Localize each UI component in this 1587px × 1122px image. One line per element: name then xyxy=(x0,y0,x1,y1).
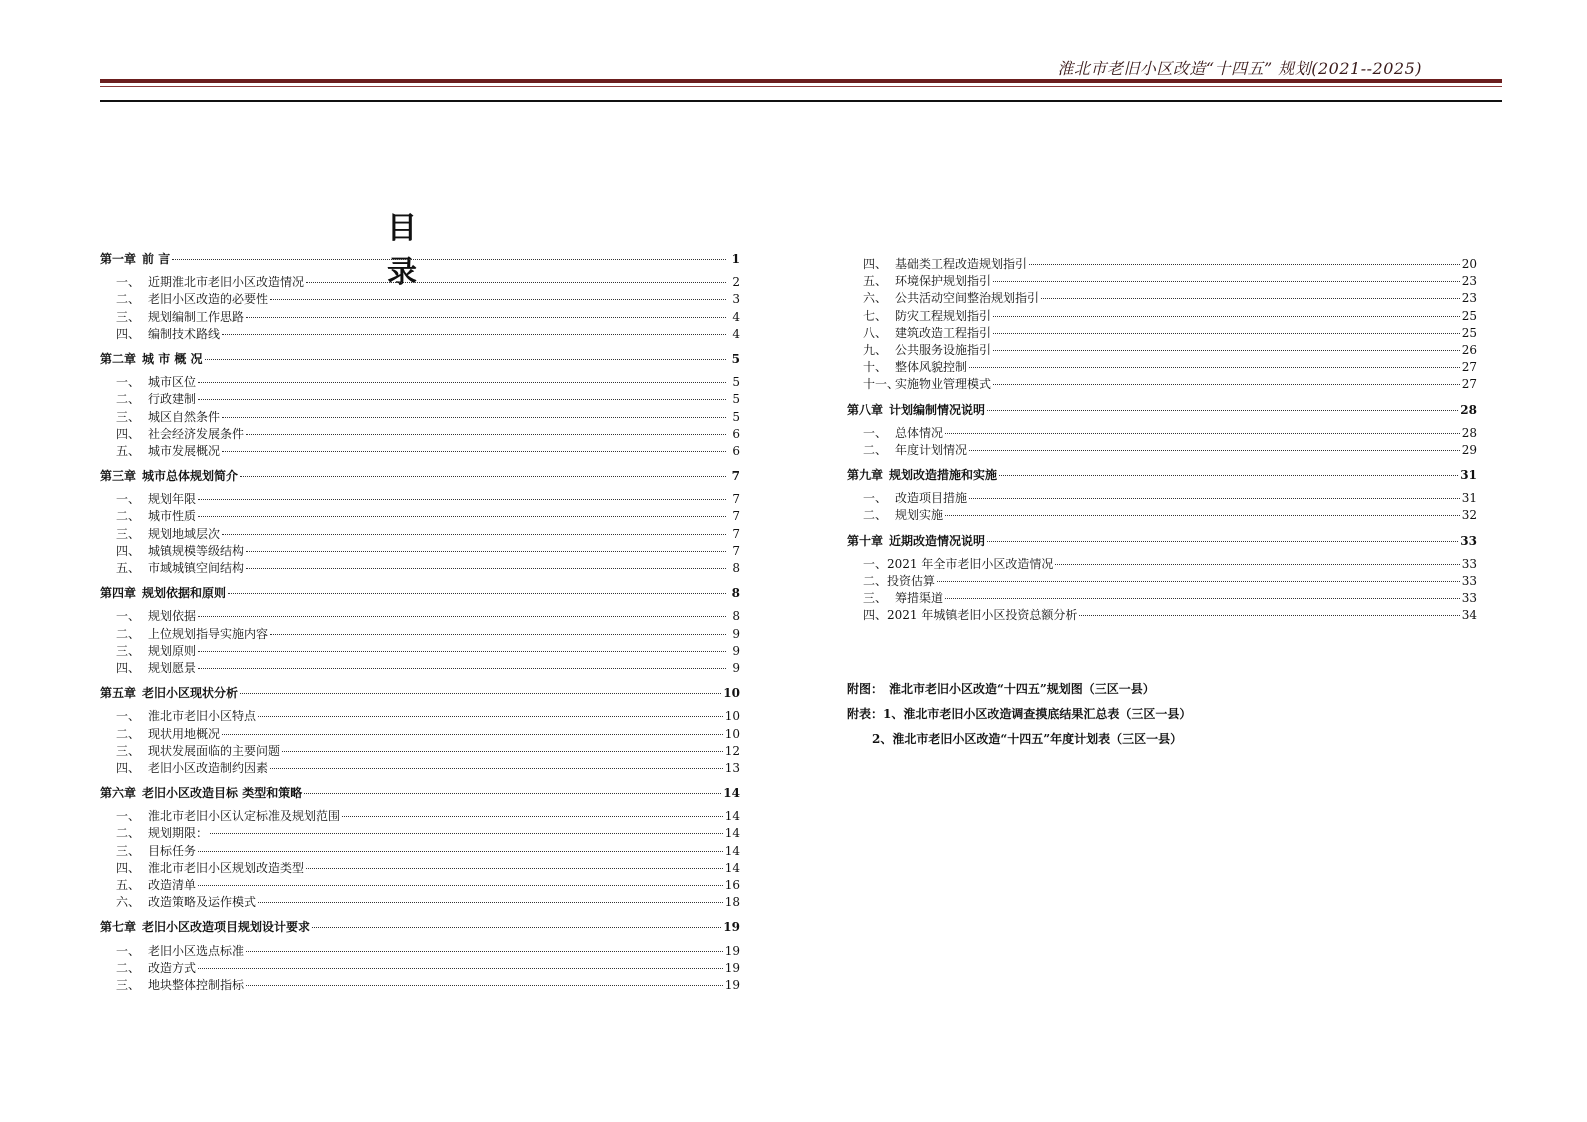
toc-dot-leader xyxy=(240,476,726,477)
toc-entry-label: 规划原则 xyxy=(148,643,197,658)
toc-entry-number: 四、 xyxy=(116,426,141,441)
toc-entry-label: 改造项目措施 xyxy=(895,491,968,506)
toc-page-number: 23 xyxy=(1461,274,1477,289)
toc-section-row[interactable] xyxy=(100,825,740,842)
toc-page-number: 31 xyxy=(1460,468,1477,483)
toc-section-row[interactable] xyxy=(100,526,740,543)
toc-entry-number: 第四章 xyxy=(100,586,137,601)
toc-entry-label: 规划年限 xyxy=(148,492,197,507)
toc-entry-label: 编制技术路线 xyxy=(148,326,221,341)
toc-dot-leader xyxy=(240,693,721,694)
toc-entry-label: 上位规划指导实施内容 xyxy=(148,626,269,641)
toc-dot-leader xyxy=(246,434,726,435)
toc-dot-leader xyxy=(999,475,1458,476)
toc-dot-leader xyxy=(258,902,723,903)
toc-entry-label: 规划依据和原则 xyxy=(142,586,227,601)
toc-entry-number: 三、 xyxy=(116,743,141,758)
toc-page-number: 6 xyxy=(732,443,740,458)
toc-entry-label: 二、投资估算 xyxy=(863,574,936,588)
toc-page-number: 13 xyxy=(724,760,740,775)
toc-chapter-row[interactable] xyxy=(100,919,740,936)
toc-dot-leader xyxy=(993,350,1460,351)
toc-section-row[interactable] xyxy=(100,426,740,443)
toc-entry-number: 二、 xyxy=(863,508,888,523)
toc-entry-number: 四、 xyxy=(116,760,141,775)
toc-entry-label: 规划期限： xyxy=(148,826,209,841)
toc-entry-number: 二、 xyxy=(116,626,141,641)
toc-dot-leader xyxy=(1055,564,1459,565)
toc-dot-leader xyxy=(969,450,1460,451)
toc-page-number: 7 xyxy=(731,469,740,484)
toc-page-number: 5 xyxy=(732,409,740,424)
toc-entry-number: 一、 xyxy=(863,491,888,506)
toc-entry-number: 三、 xyxy=(116,643,141,658)
appendix-figure: 附图： 淮北市老旧小区改造“十四五”规划图（三区一县） xyxy=(847,682,1155,696)
toc-entry-label: 城区自然条件 xyxy=(148,409,221,424)
toc-dot-leader xyxy=(987,410,1458,411)
toc-section-row[interactable] xyxy=(100,443,740,460)
toc-section-row[interactable] xyxy=(847,359,1477,376)
toc-entry-number: 二、 xyxy=(116,726,141,741)
toc-entry-number: 一、 xyxy=(116,609,141,624)
toc-dot-leader xyxy=(198,668,726,669)
toc-page-number: 19 xyxy=(724,943,740,958)
toc-page-number: 33 xyxy=(1461,591,1477,606)
toc-entry-label: 规划实施 xyxy=(895,508,944,523)
toc-section-row[interactable] xyxy=(100,491,740,508)
toc-section-row[interactable] xyxy=(100,808,740,825)
header-rule-thin xyxy=(100,86,1502,87)
toc-dot-leader xyxy=(172,259,726,260)
toc-section-row[interactable] xyxy=(847,590,1477,607)
toc-section-row[interactable] xyxy=(100,409,740,426)
toc-entry-label: 行政建制 xyxy=(148,392,197,407)
toc-page-number: 5 xyxy=(732,375,740,390)
toc-dot-leader xyxy=(1041,298,1460,299)
toc-dot-leader xyxy=(198,516,726,517)
toc-dot-leader xyxy=(1079,615,1459,616)
toc-dot-leader xyxy=(198,616,726,617)
toc-entry-label: 地块整体控制指标 xyxy=(148,977,245,992)
toc-dot-leader xyxy=(222,334,726,335)
toc-entry-label: 老旧小区改造的必要性 xyxy=(148,292,269,307)
toc-entry-number: 七、 xyxy=(863,308,888,323)
toc-page-number: 16 xyxy=(724,878,740,892)
toc-entry-number: 四、 xyxy=(863,257,888,271)
toc-page-number: 14 xyxy=(723,786,740,801)
toc-page-number: 28 xyxy=(1461,425,1477,440)
toc-chapter-row[interactable] xyxy=(100,468,740,485)
toc-entry-label: 公共活动空间整治规划指引 xyxy=(895,291,1040,306)
toc-entry-label: 近期淮北市老旧小区改造情况 xyxy=(148,275,305,290)
toc-entry-label: 老旧小区改造制约因素 xyxy=(148,760,269,775)
toc-section-row[interactable] xyxy=(100,626,740,643)
toc-section-row[interactable] xyxy=(100,943,740,960)
toc-section-row[interactable] xyxy=(100,843,740,860)
toc-entry-number: 六、 xyxy=(863,291,888,306)
toc-entry-label: 老旧小区现状分析 xyxy=(142,686,239,701)
toc-entry-number: 五、 xyxy=(863,274,888,289)
toc-entry-number: 五、 xyxy=(116,878,141,892)
toc-entry-number: 三、 xyxy=(116,526,141,541)
toc-entry-label: 老旧小区选点标准 xyxy=(148,943,245,958)
toc-page-number: 5 xyxy=(732,392,740,407)
toc-section-row[interactable] xyxy=(847,507,1477,524)
toc-page-number: 8 xyxy=(732,609,740,624)
toc-dot-leader xyxy=(993,316,1460,317)
toc-entry-number: 四、 xyxy=(116,860,141,875)
toc-entry-label: 筹措渠道 xyxy=(895,591,944,606)
toc-entry-label: 一、2021 年全市老旧小区改造情况 xyxy=(863,556,1054,571)
toc-page-number: 14 xyxy=(724,826,740,841)
toc-entry-label: 整体风貌控制 xyxy=(895,360,968,375)
toc-dot-leader xyxy=(246,317,726,318)
toc-page-number: 20 xyxy=(1461,257,1477,271)
toc-dot-leader xyxy=(246,551,726,552)
toc-page-number: 19 xyxy=(724,960,740,975)
toc-section-row[interactable] xyxy=(100,291,740,308)
toc-entry-label: 城市总体规划简介 xyxy=(142,469,239,484)
toc-dot-leader xyxy=(198,851,723,852)
toc-right-column xyxy=(847,256,1477,625)
toc-page-number: 7 xyxy=(732,509,740,524)
toc-entry-label: 年度计划情况 xyxy=(895,442,968,457)
toc-entry-label: 改造策略及运作模式 xyxy=(148,895,257,910)
toc-entry-label: 社会经济发展条件 xyxy=(148,426,245,441)
toc-chapter-row[interactable] xyxy=(100,351,740,368)
toc-entry-label: 规划愿景 xyxy=(148,660,197,675)
toc-dot-leader xyxy=(969,498,1460,499)
toc-section-row[interactable] xyxy=(100,560,740,577)
toc-page-number: 19 xyxy=(723,920,740,935)
toc-chapter-row[interactable] xyxy=(847,402,1477,419)
toc-dot-leader xyxy=(969,367,1460,368)
toc-dot-leader xyxy=(210,833,723,834)
toc-entry-number: 三、 xyxy=(863,591,888,606)
toc-section-row[interactable] xyxy=(100,643,740,660)
toc-page-number: 34 xyxy=(1461,608,1477,623)
toc-entry-label: 实施物业管理模式 xyxy=(895,377,992,392)
toc-entry-label: 现状发展面临的主要问题 xyxy=(148,743,281,758)
toc-entry-number: 四、 xyxy=(116,660,141,675)
toc-page-number: 14 xyxy=(724,843,740,858)
toc-dot-leader xyxy=(228,593,726,594)
toc-section-row[interactable] xyxy=(847,290,1477,307)
toc-entry-label: 目标任务 xyxy=(148,843,197,858)
toc-chapter-row[interactable] xyxy=(100,785,740,802)
toc-entry-label: 近期改造情况说明 xyxy=(889,533,986,548)
toc-page-number: 25 xyxy=(1461,325,1477,340)
toc-page-number: 33 xyxy=(1461,556,1477,571)
toc-entry-number: 三、 xyxy=(116,309,141,324)
toc-section-row[interactable] xyxy=(100,660,740,677)
toc-page-number: 33 xyxy=(1461,574,1477,588)
toc-entry-label: 城市性质 xyxy=(148,509,197,524)
toc-dot-leader xyxy=(993,281,1460,282)
toc-entry-number: 二、 xyxy=(116,509,141,524)
toc-dot-leader xyxy=(222,451,726,452)
toc-entry-label: 公共服务设施指引 xyxy=(895,342,992,357)
toc-section-row[interactable] xyxy=(100,309,740,326)
appendix-table-1: 附表：1、淮北市老旧小区改造调查摸底结果汇总表（三区一县） xyxy=(847,707,1192,721)
toc-entry-number: 三、 xyxy=(116,843,141,858)
toc-dot-leader xyxy=(306,282,726,283)
toc-entry-label: 四、2021 年城镇老旧小区投资总额分析 xyxy=(863,608,1078,623)
toc-section-row[interactable] xyxy=(100,726,740,743)
toc-section-row[interactable] xyxy=(100,391,740,408)
toc-page-number: 8 xyxy=(732,561,740,575)
toc-page-number: 29 xyxy=(1461,442,1477,457)
toc-entry-label: 城 市 概 况 xyxy=(142,351,203,366)
toc-chapter-row[interactable] xyxy=(100,685,740,702)
toc-page-number: 14 xyxy=(724,809,740,824)
toc-page-number: 31 xyxy=(1461,491,1477,506)
toc-page-number: 26 xyxy=(1461,342,1477,357)
toc-dot-leader xyxy=(198,382,726,383)
toc-page-number: 7 xyxy=(732,492,740,507)
toc-entry-number: 第七章 xyxy=(100,920,137,935)
toc-entry-label: 基础类工程改造规划指引 xyxy=(895,257,1028,271)
toc-section-row[interactable] xyxy=(100,894,740,911)
toc-section-row[interactable] xyxy=(100,877,740,894)
toc-page-number: 4 xyxy=(732,326,740,341)
toc-page-number: 7 xyxy=(732,543,740,558)
toc-section-row[interactable] xyxy=(100,508,740,525)
toc-dot-leader xyxy=(198,885,723,886)
toc-dot-leader xyxy=(205,359,726,360)
toc-dot-leader xyxy=(222,417,726,418)
toc-entry-number: 二、 xyxy=(116,826,141,841)
toc-entry-label: 城市区位 xyxy=(148,375,197,390)
toc-section-row[interactable] xyxy=(100,760,740,777)
toc-entry-label: 市域城镇空间结构 xyxy=(148,561,245,575)
toc-page-number: 4 xyxy=(732,309,740,324)
toc-dot-leader xyxy=(312,927,721,928)
toc-entry-label: 改造清单 xyxy=(148,878,197,892)
toc-chapter-row[interactable] xyxy=(100,251,740,268)
toc-dot-leader xyxy=(945,433,1460,434)
toc-entry-label: 规划依据 xyxy=(148,609,197,624)
toc-entry-number: 一、 xyxy=(116,943,141,958)
toc-section-row[interactable] xyxy=(100,326,740,343)
toc-dot-leader xyxy=(342,816,723,817)
toc-section-row[interactable] xyxy=(847,607,1477,624)
toc-entry-number: 二、 xyxy=(116,960,141,975)
toc-page-number: 10 xyxy=(724,726,740,741)
toc-dot-leader xyxy=(246,951,723,952)
toc-entry-label: 淮北市老旧小区规划改造类型 xyxy=(148,860,305,875)
toc-section-row[interactable] xyxy=(847,256,1477,273)
toc-entry-label: 淮北市老旧小区认定标准及规划范围 xyxy=(148,809,341,824)
toc-dot-leader xyxy=(304,793,721,794)
toc-section-row[interactable] xyxy=(100,274,740,291)
toc-entry-label: 城镇规模等级结构 xyxy=(148,543,245,558)
toc-section-row[interactable] xyxy=(847,556,1477,573)
toc-entry-number: 一、 xyxy=(116,275,141,290)
toc-dot-leader xyxy=(258,716,723,717)
toc-section-row[interactable] xyxy=(100,960,740,977)
toc-entry-label: 老旧小区改造项目规划设计要求 xyxy=(142,920,311,935)
toc-entry-number: 二、 xyxy=(116,392,141,407)
toc-section-row[interactable] xyxy=(100,708,740,725)
toc-entry-label: 现状用地概况 xyxy=(148,726,221,741)
toc-dot-leader xyxy=(198,399,726,400)
toc-chapter-row[interactable] xyxy=(847,533,1477,550)
toc-page-number: 25 xyxy=(1461,308,1477,323)
toc-entry-number: 一、 xyxy=(116,809,141,824)
toc-entry-number: 三、 xyxy=(116,977,141,992)
toc-page-number: 28 xyxy=(1460,402,1477,417)
toc-entry-number: 十一、 xyxy=(863,377,900,392)
toc-dot-leader xyxy=(270,768,723,769)
header-rule-thick xyxy=(100,79,1502,83)
toc-entry-label: 改造方式 xyxy=(148,960,197,975)
appendix-table-2: 2、淮北市老旧小区改造“十四五”年度计划表（三区一县） xyxy=(872,732,1183,746)
toc-section-row[interactable] xyxy=(847,325,1477,342)
toc-dot-leader xyxy=(198,968,723,969)
toc-entry-number: 一、 xyxy=(116,492,141,507)
toc-page-number: 10 xyxy=(724,709,740,724)
toc-entry-number: 二、 xyxy=(863,442,888,457)
toc-page-number: 27 xyxy=(1461,377,1477,392)
toc-entry-label: 城市发展概况 xyxy=(148,443,221,458)
toc-entry-number: 第三章 xyxy=(100,469,137,484)
toc-dot-leader xyxy=(993,333,1460,334)
toc-dot-leader xyxy=(987,541,1458,542)
toc-entry-number: 第十章 xyxy=(847,533,884,548)
toc-dot-leader xyxy=(198,499,726,500)
toc-section-row[interactable] xyxy=(847,273,1477,290)
toc-dot-leader xyxy=(1029,264,1460,265)
toc-entry-number: 一、 xyxy=(863,425,888,440)
toc-page-number: 7 xyxy=(732,526,740,541)
toc-chapter-row[interactable] xyxy=(100,585,740,602)
toc-section-row[interactable] xyxy=(100,374,740,391)
toc-chapter-row[interactable] xyxy=(847,467,1477,484)
toc-section-row[interactable] xyxy=(100,977,740,994)
toc-section-row[interactable] xyxy=(847,573,1477,590)
toc-dot-leader xyxy=(198,651,726,652)
toc-dot-leader xyxy=(246,568,726,569)
toc-dot-leader xyxy=(270,634,726,635)
toc-page-number: 2 xyxy=(732,275,740,290)
toc-page-number: 32 xyxy=(1461,508,1477,523)
toc-entry-number: 四、 xyxy=(116,326,141,341)
toc-section-row[interactable] xyxy=(847,442,1477,459)
toc-title: 目 录 xyxy=(387,211,447,290)
toc-page-number: 3 xyxy=(732,292,740,307)
toc-entry-label: 规划编制工作思路 xyxy=(148,309,245,324)
toc-entry-label: 建筑改造工程指引 xyxy=(895,325,992,340)
toc-entry-number: 四、 xyxy=(116,543,141,558)
toc-entry-label: 总体情况 xyxy=(895,425,944,440)
toc-page-number: 19 xyxy=(724,977,740,992)
toc-page-number: 5 xyxy=(731,351,740,366)
toc-page-number: 1 xyxy=(731,252,740,266)
toc-entry-label: 计划编制情况说明 xyxy=(889,402,986,417)
toc-page-number: 18 xyxy=(724,895,740,910)
toc-page-number: 14 xyxy=(724,860,740,875)
toc-entry-number: 第一章 xyxy=(100,252,137,266)
toc-dot-leader xyxy=(945,515,1460,516)
toc-entry-number: 第五章 xyxy=(100,686,137,701)
toc-page-number: 23 xyxy=(1461,291,1477,306)
toc-page-number: 10 xyxy=(723,686,740,701)
toc-entry-number: 一、 xyxy=(116,375,141,390)
toc-dot-leader xyxy=(282,751,723,752)
toc-dot-leader xyxy=(945,598,1460,599)
toc-entry-number: 第六章 xyxy=(100,786,137,801)
toc-dot-leader xyxy=(246,985,723,986)
toc-entry-label: 规划改造措施和实施 xyxy=(889,468,998,483)
toc-page-number: 33 xyxy=(1460,533,1477,548)
toc-dot-leader xyxy=(306,868,723,869)
toc-section-row[interactable] xyxy=(847,308,1477,325)
toc-page-number: 27 xyxy=(1461,360,1477,375)
toc-entry-number: 五、 xyxy=(116,561,141,575)
toc-page-number: 9 xyxy=(732,626,740,641)
toc-dot-leader xyxy=(937,581,1460,582)
toc-entry-number: 九、 xyxy=(863,342,888,357)
toc-entry-number: 十、 xyxy=(863,360,888,375)
toc-section-row[interactable] xyxy=(100,608,740,625)
toc-section-row[interactable] xyxy=(100,743,740,760)
toc-entry-label: 规划地域层次 xyxy=(148,526,221,541)
header-rule-black xyxy=(100,100,1502,102)
toc-entry-number: 五、 xyxy=(116,443,141,458)
toc-page-number: 8 xyxy=(731,586,740,601)
toc-section-row[interactable] xyxy=(100,543,740,560)
toc-section-row[interactable] xyxy=(847,342,1477,359)
toc-entry-number: 第二章 xyxy=(100,351,137,366)
toc-entry-number: 三、 xyxy=(116,409,141,424)
toc-entry-label: 防灾工程规划指引 xyxy=(895,308,992,323)
toc-entry-number: 第九章 xyxy=(847,468,884,483)
toc-dot-leader xyxy=(222,534,726,535)
toc-entry-label: 淮北市老旧小区特点 xyxy=(148,709,257,724)
toc-entry-number: 一、 xyxy=(116,709,141,724)
toc-left-column xyxy=(100,251,740,994)
toc-entry-label: 前 言 xyxy=(142,252,171,266)
toc-entry-number: 二、 xyxy=(116,292,141,307)
toc-dot-leader xyxy=(270,299,726,300)
page-header-title: 淮北市老旧小区改造“十四五” 规划(2021--2025) xyxy=(1057,59,1422,78)
toc-dot-leader xyxy=(222,734,723,735)
toc-entry-number: 第八章 xyxy=(847,402,884,417)
toc-entry-label: 环境保护规划指引 xyxy=(895,274,992,289)
toc-page-number: 9 xyxy=(732,643,740,658)
toc-dot-leader xyxy=(993,384,1460,385)
toc-page-number: 6 xyxy=(732,426,740,441)
toc-entry-number: 八、 xyxy=(863,325,888,340)
toc-entry-label: 老旧小区改造目标 类型和策略 xyxy=(142,786,303,801)
toc-page-number: 9 xyxy=(732,660,740,675)
toc-section-row[interactable] xyxy=(847,376,1477,393)
toc-section-row[interactable] xyxy=(847,490,1477,507)
toc-section-row[interactable] xyxy=(847,425,1477,442)
toc-entry-number: 六、 xyxy=(116,895,141,910)
toc-page-number: 12 xyxy=(724,743,740,758)
toc-section-row[interactable] xyxy=(100,860,740,877)
